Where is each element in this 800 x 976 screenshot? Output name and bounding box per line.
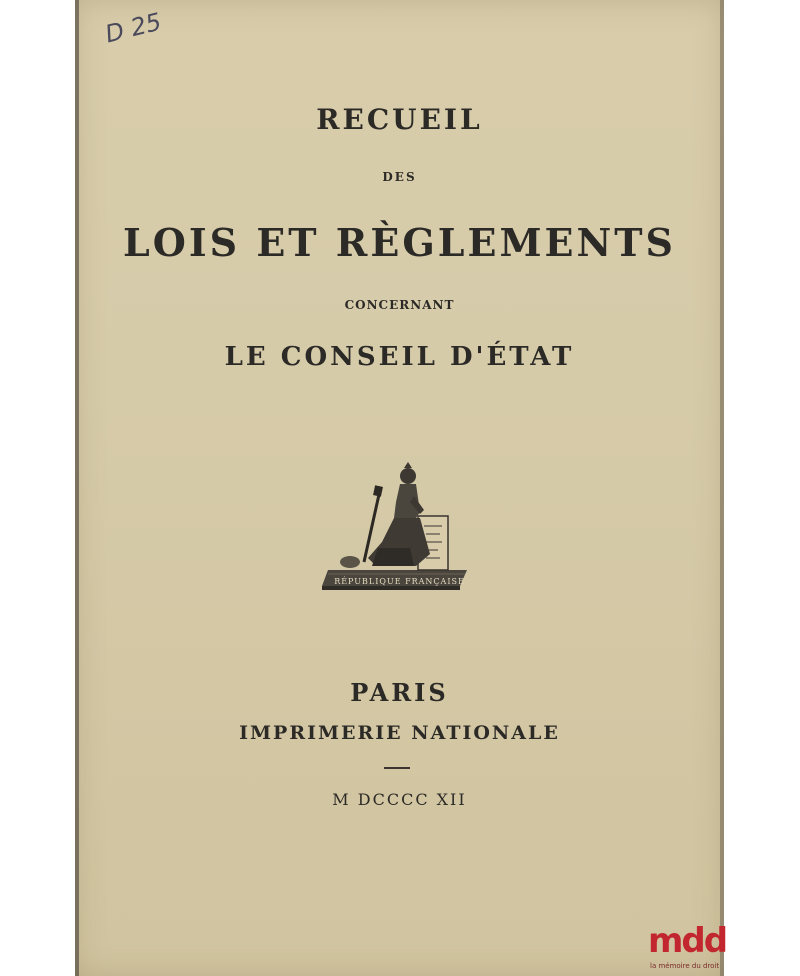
title-subject: LE CONSEIL D'ÉTAT bbox=[224, 342, 575, 372]
cover-right-edge bbox=[720, 0, 724, 976]
title-concernant: CONCERNANT bbox=[344, 298, 455, 312]
logo-mark: mdd bbox=[648, 921, 727, 961]
divider-rule bbox=[384, 767, 410, 769]
republique-emblem bbox=[320, 462, 475, 592]
publisher: IMPRIMERIE NATIONALE bbox=[239, 722, 560, 744]
emblem-caption: RÉPUBLIQUE FRANÇAISE bbox=[334, 577, 465, 586]
book-cover bbox=[75, 0, 727, 976]
title-recueil: RECUEIL bbox=[316, 103, 483, 136]
handwritten-note: D 25 bbox=[102, 7, 165, 49]
cover-left-edge bbox=[75, 0, 79, 976]
title-des: DES bbox=[382, 170, 417, 184]
mdd-logo bbox=[648, 921, 728, 974]
publication-year: M DCCCC XII bbox=[332, 790, 467, 809]
city: PARIS bbox=[350, 678, 449, 707]
main-title: LOIS ET RÈGLEMENTS bbox=[123, 220, 676, 265]
logo-tagline: la mémoire du droit bbox=[650, 962, 720, 970]
